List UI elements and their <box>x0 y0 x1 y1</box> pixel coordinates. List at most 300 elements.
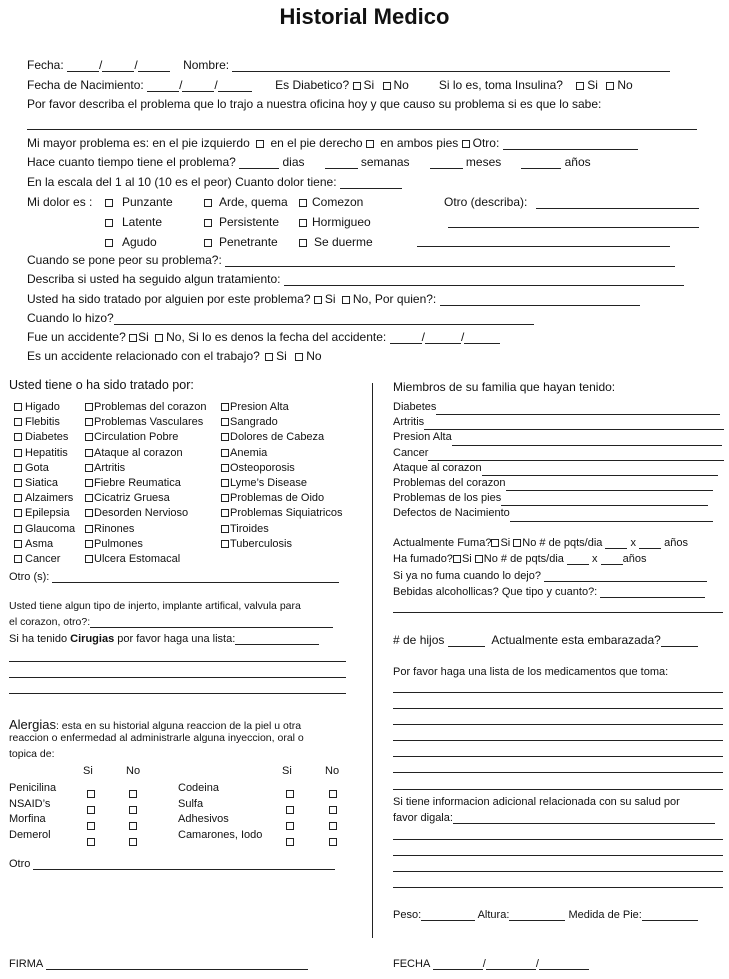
anos-label: años <box>622 553 647 565</box>
fuma-no-checkbox[interactable] <box>513 539 521 547</box>
condition-checkbox[interactable] <box>221 525 229 533</box>
col-si-1: Si <box>83 765 93 777</box>
fecha-label: Fecha: <box>27 58 64 72</box>
condition-label: Epilepsia <box>25 507 70 520</box>
fecha-footer-month[interactable] <box>486 959 536 970</box>
cirugias-pre: Si ha tenido <box>9 633 68 645</box>
familia-heading: Miembros de su familia que hayan tenido: <box>393 380 616 394</box>
condition-label: Sangrado <box>230 416 278 429</box>
family-item-label: Artritis <box>393 416 425 429</box>
medicamento-line[interactable] <box>393 708 723 709</box>
peso-row <box>393 909 698 921</box>
pain-col3 <box>299 195 373 255</box>
condition-checkbox[interactable] <box>221 479 229 487</box>
condition-label: Diabetes <box>25 431 69 444</box>
cirugias-row <box>9 633 319 645</box>
medicamento-line[interactable] <box>393 756 723 757</box>
allergy-label: Codeina <box>178 782 219 794</box>
condition-label: Presion Alta <box>230 401 289 413</box>
pqts-label: No # de pqts/dia <box>522 537 603 549</box>
condition-checkbox[interactable] <box>14 464 22 472</box>
allergy-label: Adhesivos <box>178 813 229 825</box>
alergia-otro-label: Otro <box>9 858 31 870</box>
pqts-field[interactable] <box>567 554 589 565</box>
condition-label: Alzaimers <box>25 492 74 505</box>
condition-label: Gota <box>25 461 49 474</box>
anos-field[interactable] <box>639 538 661 549</box>
adhesivos-no-checkbox[interactable] <box>329 822 337 830</box>
condition-label: Ulcera Estomacal <box>94 553 181 566</box>
nombre-field[interactable] <box>232 61 670 72</box>
nacimiento-label: Fecha de Nacimiento: <box>27 78 144 92</box>
condition-checkbox[interactable] <box>85 509 93 517</box>
condition-label: Siatica <box>25 477 59 490</box>
otro-describa-label: Otro (describa): <box>444 195 528 209</box>
family-list <box>393 400 724 522</box>
penicilina-no-checkbox[interactable] <box>129 790 137 798</box>
fecha-month-field[interactable] <box>102 61 134 72</box>
nacimiento-row: Fecha de Nacimiento: / / Es Diabetico? Si No Si lo es, toma Insulina? Si No <box>27 78 633 92</box>
info-adicional-text-2: favor digala: <box>393 812 453 824</box>
diabetico-no-checkbox[interactable] <box>383 82 391 90</box>
pain-option: Punzante <box>122 195 173 209</box>
condition-checkbox[interactable] <box>85 403 93 411</box>
condition-checkbox[interactable] <box>221 403 229 411</box>
agudo-checkbox[interactable] <box>105 239 113 247</box>
demerol-no-checkbox[interactable] <box>129 838 137 846</box>
family-item-label: Cancer <box>393 446 429 459</box>
allergy-label: Sulfa <box>178 797 204 810</box>
cirugias-line-3[interactable] <box>9 677 346 678</box>
tratado-label: Usted ha sido tratado por alguien por este problema? <box>27 292 311 306</box>
accidente-row: Fue un accidente? Si No, Si lo es denos la fecha del accidente: / / <box>27 330 500 344</box>
family-item-field[interactable] <box>510 511 713 522</box>
condition-checkbox[interactable] <box>14 494 22 502</box>
medicamentos-label: Por favor haga una lista de los medicamentos que toma: <box>393 666 669 678</box>
fecha-row: Fecha: / / Nombre: <box>27 58 670 72</box>
diabetico-label: Es Diabetico? <box>275 78 350 92</box>
pain-option: Persistente <box>219 215 280 229</box>
cuando-label: Cuando lo hizo? <box>27 311 114 325</box>
condition-label: Fiebre Reumatica <box>94 477 181 490</box>
cuando-dejo-label: Si ya no fuma cuando lo dejo? <box>393 570 541 582</box>
medicamento-line[interactable] <box>393 740 723 741</box>
condition-label: Cicatriz Gruesa <box>94 492 170 505</box>
nac-month-field[interactable] <box>182 81 214 92</box>
tiempo-row <box>27 155 591 169</box>
medicamento-line[interactable] <box>393 789 723 790</box>
otro-field[interactable] <box>503 139 638 150</box>
condition-label: Glaucoma <box>25 522 76 535</box>
info-line[interactable] <box>393 839 723 840</box>
family-item-field[interactable] <box>501 495 708 506</box>
nac-year-field[interactable] <box>218 81 252 92</box>
ha-fumado-no-checkbox[interactable] <box>475 555 483 563</box>
nsaids-si-checkbox[interactable] <box>87 806 95 814</box>
si-label: Si <box>461 553 472 565</box>
pain-option: Latente <box>122 215 163 229</box>
condition-checkbox[interactable] <box>221 464 229 472</box>
cuando-row <box>27 311 534 325</box>
medida-pie-field[interactable] <box>642 910 698 921</box>
peor-label: Cuando se pone peor su problema?: <box>27 253 222 267</box>
insulina-no-checkbox[interactable] <box>606 82 614 90</box>
cuando-dejo-row <box>393 570 707 582</box>
cuando-field[interactable] <box>114 314 534 325</box>
condition-checkbox[interactable] <box>221 418 229 426</box>
condition-checkbox[interactable] <box>85 479 93 487</box>
pie-izquierdo-label: Mi mayor problema es: en el pie izquierdo <box>27 136 250 150</box>
condition-label: Circulation Pobre <box>94 431 179 444</box>
escala-label: En la escala del 1 al 10 (10 es el peor) Cuanto dolor tiene: <box>27 175 337 189</box>
camarones-no-checkbox[interactable] <box>329 838 337 846</box>
medicamento-line[interactable] <box>393 772 723 773</box>
punzante-checkbox[interactable] <box>105 199 113 207</box>
otros-field[interactable] <box>52 572 339 583</box>
si-label: Si <box>587 78 598 92</box>
alergia-otro-field[interactable] <box>33 859 335 870</box>
condition-checkbox[interactable] <box>221 433 229 441</box>
bebidas-field[interactable] <box>600 587 705 598</box>
fecha-footer-label: FECHA <box>393 958 430 970</box>
si-label: Si <box>363 78 375 92</box>
condition-label: Tiroides <box>230 522 269 535</box>
nombre-label: Nombre: <box>183 58 230 72</box>
firma-row <box>9 958 308 970</box>
condition-checkbox[interactable] <box>85 418 93 426</box>
pain-col1 <box>105 195 173 255</box>
otro-describa-field-3[interactable] <box>417 246 670 247</box>
comezon-checkbox[interactable] <box>299 199 307 207</box>
medida-pie-label: Medida de Pie: <box>568 909 642 921</box>
morfina-si-checkbox[interactable] <box>87 822 95 830</box>
alergias-text: : esta en su historial alguna reaccion de la piel u otra <box>55 720 302 732</box>
cirugias-bold: Cirugias <box>70 633 115 645</box>
allergy-label: NSAID’s <box>9 797 51 810</box>
info-adicional-row <box>393 812 715 824</box>
condition-label: Dolores de Cabeza <box>230 431 325 444</box>
accidente-fecha-label: No, Si lo es denos la fecha del accidente: <box>166 330 387 344</box>
no-label: No <box>393 78 409 92</box>
altura-field[interactable] <box>509 910 565 921</box>
pain-option: Penetrante <box>219 235 278 249</box>
meses-label: meses <box>465 155 502 169</box>
ambos-pies-checkbox[interactable] <box>462 140 470 148</box>
ambos-pies-label: en ambos pies <box>380 136 459 150</box>
condition-label: Rinones <box>94 522 135 535</box>
otro-describa-field-2[interactable] <box>448 227 699 228</box>
peor-field[interactable] <box>225 256 675 267</box>
trabajo-no-checkbox[interactable] <box>295 353 303 361</box>
condition-checkbox[interactable] <box>14 555 22 563</box>
insulina-label: Si lo es, toma Insulina? <box>438 78 563 92</box>
penetrante-checkbox[interactable] <box>204 239 212 247</box>
ha-fumado-si-checkbox[interactable] <box>453 555 461 563</box>
si-label: Si <box>276 349 287 363</box>
info-line[interactable] <box>393 871 723 872</box>
pain-option: Agudo <box>122 235 157 249</box>
fuma-row <box>393 537 688 549</box>
condition-label: Cancer <box>25 553 61 566</box>
firma-label: FIRMA <box>9 958 43 970</box>
info-adicional-field[interactable] <box>453 813 715 824</box>
alergia-otro-row <box>9 858 335 870</box>
hijos-field[interactable] <box>448 636 485 647</box>
condition-label: Problemas del corazon <box>94 401 207 413</box>
se-duerme-checkbox[interactable] <box>299 239 307 247</box>
peso-label: Peso: <box>393 909 422 921</box>
si-label: Si <box>138 330 149 344</box>
bebidas-row <box>393 586 705 598</box>
embarazada-field[interactable] <box>661 636 698 647</box>
condition-checkbox[interactable] <box>14 433 22 441</box>
injerto-field[interactable] <box>90 617 333 628</box>
allergy-label: Morfina <box>9 813 46 825</box>
otro-describa-field[interactable] <box>536 208 699 209</box>
condition-checkbox[interactable] <box>14 525 22 533</box>
otros-row <box>9 571 339 583</box>
condition-checkbox[interactable] <box>14 509 22 517</box>
form-title: Historial Medico <box>279 4 450 29</box>
family-item-label: Presion Alta <box>393 431 452 444</box>
condition-checkbox[interactable] <box>221 540 229 548</box>
condition-label: Tuberculosis <box>230 537 292 550</box>
meses-field[interactable] <box>430 158 463 169</box>
pie-derecho-label: en el pie derecho <box>270 136 363 150</box>
conditions-col2 <box>85 400 207 567</box>
family-item-field[interactable] <box>506 480 713 491</box>
morfina-no-checkbox[interactable] <box>129 822 137 830</box>
por-quien-field[interactable] <box>440 295 640 306</box>
x-label: x <box>630 537 637 549</box>
tratado-no-checkbox[interactable] <box>342 296 350 304</box>
insulina-si-checkbox[interactable] <box>576 82 584 90</box>
anos-label: años <box>564 155 591 169</box>
pie-derecho-checkbox[interactable] <box>366 140 374 148</box>
fecha-day-field[interactable] <box>67 61 99 72</box>
firma-field[interactable] <box>46 959 308 970</box>
family-item-field[interactable] <box>482 465 718 476</box>
codeina-si-checkbox[interactable] <box>286 790 294 798</box>
tratamiento-field[interactable] <box>284 275 684 286</box>
accidente-si-checkbox[interactable] <box>129 334 137 342</box>
otros-label: Otro (s): <box>9 571 50 583</box>
condition-checkbox[interactable] <box>85 494 93 502</box>
family-item-label: Diabetes <box>393 401 437 413</box>
otro-label: Otro: <box>472 136 500 150</box>
family-item-label: Problemas de los pies <box>393 492 502 505</box>
condition-checkbox[interactable] <box>85 525 93 533</box>
conditions-col1 <box>14 400 75 567</box>
latente-checkbox[interactable] <box>105 219 113 227</box>
pqts-field[interactable] <box>605 538 627 549</box>
describa-label: Por favor describa el problema que lo trajo a nuestra oficina hoy y que causo su problema si es que lo sabe: <box>27 97 602 111</box>
si-label: Si <box>324 292 336 306</box>
family-item-field[interactable] <box>424 419 724 430</box>
anos-field[interactable] <box>601 554 623 565</box>
condition-label: Asma <box>25 537 54 550</box>
diabetico-si-checkbox[interactable] <box>353 82 361 90</box>
tratado-heading: Usted tiene o ha sido tratado por: <box>9 378 194 392</box>
alergias-heading: Alergias <box>9 717 56 732</box>
accidente-label: Fue un accidente? <box>27 330 126 344</box>
trabajo-row <box>27 349 322 363</box>
condition-label: Osteoporosis <box>230 461 295 474</box>
si-label: Si <box>500 537 511 549</box>
tiempo-label: Hace cuanto tiempo tiene el problema? <box>27 155 236 169</box>
family-item-field[interactable] <box>428 450 724 461</box>
no-label: No <box>617 78 633 92</box>
x-label: x <box>592 553 598 565</box>
peso-field[interactable] <box>421 910 475 921</box>
condition-checkbox[interactable] <box>14 403 22 411</box>
condition-label: Problemas Vasculares <box>94 416 204 429</box>
bebidas-label: Bebidas alcohollicas? Que tipo y cuanto?: <box>393 586 598 598</box>
condition-checkbox[interactable] <box>85 540 93 548</box>
condition-label: Flebitis <box>25 416 60 429</box>
camarones-si-checkbox[interactable] <box>286 838 294 846</box>
bebidas-field-2[interactable] <box>393 612 723 613</box>
sulfa-si-checkbox[interactable] <box>286 806 294 814</box>
allergy-label: Penicilina <box>9 782 57 794</box>
trabajo-si-checkbox[interactable] <box>265 353 273 361</box>
semanas-field[interactable] <box>325 158 358 169</box>
accidente-no-checkbox[interactable] <box>155 334 163 342</box>
condition-label: Ataque al corazon <box>94 446 183 459</box>
condition-checkbox[interactable] <box>85 555 93 563</box>
fuma-si-checkbox[interactable] <box>491 539 499 547</box>
info-adicional-text-1: Si tiene informacion adicional relacionada con su salud por <box>393 796 680 808</box>
mayor-problema-row <box>27 136 638 150</box>
condition-label: Desorden Nervioso <box>94 507 189 520</box>
fecha-footer-row: FECHA / / <box>393 958 589 970</box>
penicilina-si-checkbox[interactable] <box>87 790 95 798</box>
condition-label: Problemas de Oido <box>230 492 325 505</box>
allergy-label: Camarones, Iodo <box>178 828 263 841</box>
ha-fumado-label: Ha fumado? <box>393 553 453 565</box>
escala-field[interactable] <box>340 178 402 189</box>
family-item-label: Problemas del corazon <box>393 477 506 490</box>
tratamiento-row <box>27 272 684 286</box>
dias-field[interactable] <box>239 158 279 169</box>
acc-year-field[interactable] <box>464 333 500 344</box>
injerto-text-2: el corazon, otro?: <box>9 616 91 628</box>
fecha-year-field[interactable] <box>138 61 170 72</box>
family-item-label: Ataque al corazon <box>393 461 482 474</box>
peor-row <box>27 253 675 267</box>
condition-checkbox[interactable] <box>14 418 22 426</box>
embarazada-label: Actualmente esta embarazada? <box>491 633 661 647</box>
condition-checkbox[interactable] <box>221 449 229 457</box>
cirugias-field[interactable] <box>235 634 319 645</box>
sulfa-no-checkbox[interactable] <box>329 806 337 814</box>
por-quien-label: No, Por quien?: <box>352 292 437 306</box>
pie-izquierdo-checkbox[interactable] <box>256 140 264 148</box>
codeina-no-checkbox[interactable] <box>329 790 337 798</box>
family-item-field[interactable] <box>436 404 720 415</box>
injerto-text-1: Usted tiene algun tipo de injerto, implante artifical, valvula para <box>9 600 301 612</box>
info-line[interactable] <box>393 855 723 856</box>
medicamento-line[interactable] <box>393 724 723 725</box>
family-item-field[interactable] <box>452 435 722 446</box>
hormigueo-checkbox[interactable] <box>299 219 307 227</box>
pain-option: Arde, quema <box>219 195 288 209</box>
col-si-2: Si <box>282 765 292 777</box>
condition-label: Anemia <box>230 446 268 459</box>
condition-checkbox[interactable] <box>85 433 93 441</box>
fecha-footer-day[interactable] <box>433 959 483 970</box>
pain-option: Comezon <box>312 195 364 209</box>
condition-label: Problemas Siquiatricos <box>230 507 343 520</box>
adhesivos-si-checkbox[interactable] <box>286 822 294 830</box>
alergias-text-2: reaccion o enfermedad al administrarle alguna inyeccion, oral o <box>9 732 304 744</box>
condition-checkbox[interactable] <box>14 540 22 548</box>
fuma-label: Actualmente Fuma? <box>393 537 492 549</box>
condition-label: Artritis <box>94 461 126 474</box>
dias-label: dias <box>282 155 305 169</box>
hijos-label: # de hijos <box>393 633 445 647</box>
acc-day-field[interactable] <box>390 333 422 344</box>
condition-checkbox[interactable] <box>14 449 22 457</box>
allergies-col2 <box>178 781 262 843</box>
fecha-footer-year[interactable] <box>539 959 589 970</box>
cirugias-post: por favor haga una lista: <box>117 633 236 645</box>
condition-label: Hepatitis <box>25 446 68 459</box>
pain-col2 <box>204 195 288 255</box>
pqts-label: No # de pqts/dia <box>483 553 564 565</box>
condition-checkbox[interactable] <box>85 449 93 457</box>
condition-label: Higado <box>25 401 60 413</box>
nac-day-field[interactable] <box>147 81 179 92</box>
condition-checkbox[interactable] <box>14 479 22 487</box>
describa-field[interactable] <box>27 129 697 130</box>
tratamiento-label: Describa si usted ha seguido algun tratamiento: <box>27 272 281 286</box>
alergias-text-3: topica de: <box>9 748 55 760</box>
medicamento-line[interactable] <box>393 692 723 693</box>
condition-label: Lyme’s Disease <box>230 477 308 490</box>
injerto-row <box>9 616 333 628</box>
anos-field[interactable] <box>521 158 561 169</box>
anos-label: años <box>664 537 689 549</box>
persistente-checkbox[interactable] <box>204 219 212 227</box>
pain-option: Se duerme <box>314 235 373 249</box>
condition-checkbox[interactable] <box>221 509 229 517</box>
semanas-label: semanas <box>360 155 410 169</box>
cirugias-line-2[interactable] <box>9 661 346 662</box>
tratado-si-checkbox[interactable] <box>314 296 322 304</box>
arde-checkbox[interactable] <box>204 199 212 207</box>
info-line[interactable] <box>393 887 723 888</box>
condition-checkbox[interactable] <box>85 464 93 472</box>
demerol-si-checkbox[interactable] <box>87 838 95 846</box>
pain-option: Hormigueo <box>312 215 371 229</box>
column-divider <box>372 383 373 938</box>
col-no-1: No <box>126 765 141 777</box>
cirugias-line-4[interactable] <box>9 693 346 694</box>
col-no-2: No <box>325 765 340 777</box>
family-item-label: Defectos de Nacimiento <box>393 507 510 520</box>
acc-month-field[interactable] <box>425 333 461 344</box>
tratado-row <box>27 292 640 306</box>
condition-checkbox[interactable] <box>221 494 229 502</box>
allergy-label: Demerol <box>9 828 51 841</box>
escala-row <box>27 175 402 189</box>
cuando-dejo-field[interactable] <box>544 571 707 582</box>
conditions-col3 <box>221 400 343 552</box>
no-label: No <box>306 349 322 363</box>
condition-label: Pulmones <box>94 537 143 550</box>
nsaids-no-checkbox[interactable] <box>129 806 137 814</box>
